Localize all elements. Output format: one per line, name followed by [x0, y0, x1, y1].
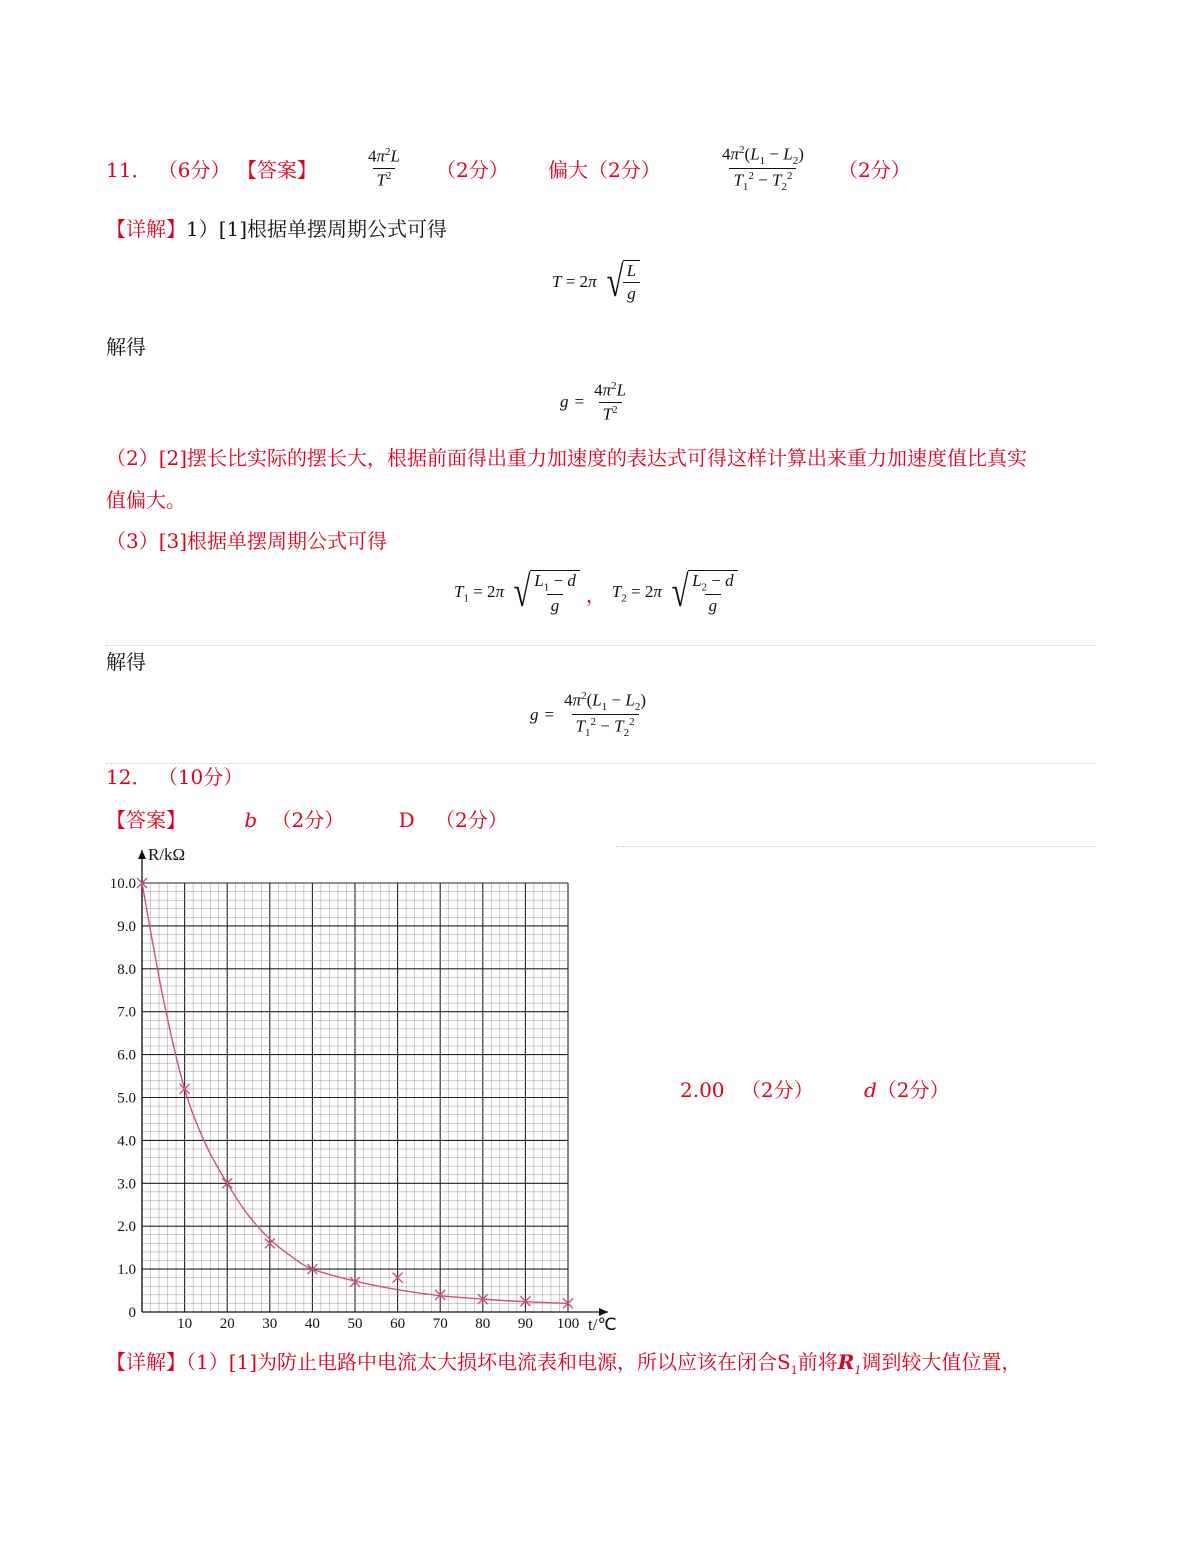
q12-answer-d: D	[398, 808, 415, 832]
formula-comma: ，	[585, 584, 606, 607]
q11-part1-score: （2分）	[436, 158, 509, 182]
q11-part2-answer: 偏大（2分）	[548, 158, 661, 182]
x-tick-label: 10	[177, 1316, 193, 1332]
q11-number: 11．	[106, 158, 152, 182]
chart-ticks	[110, 876, 580, 1332]
x-axis-label: t/℃	[588, 1315, 617, 1334]
q12-detail-tag: 【详解】	[106, 1350, 186, 1374]
q12-answer-d-score: （2分）	[435, 808, 508, 832]
q12-detail-1-text: （1）[1]为防止电路中电流太大损坏电流表和电源，所以应该在闭合S	[186, 1350, 791, 1374]
y-tick-label: 8.0	[117, 961, 136, 978]
q11-answer-formula-1: $\frac{4\pi^2L}{T^2}$	[368, 146, 400, 190]
q12-answer-last-score: （2分）	[876, 1078, 950, 1102]
q12-detail-1-end: 调到较大值位置，	[861, 1350, 1022, 1374]
q12-header	[106, 763, 243, 791]
q11-detail-1-text: 1）[1]根据单摆周期公式可得	[186, 217, 448, 241]
x-tick-label: 80	[475, 1316, 491, 1332]
y-tick-label: 5.0	[117, 1090, 136, 1107]
x-tick-label: 100	[556, 1316, 580, 1332]
formula-g-1: g = $\frac{4\pi^2L}{T^2}$	[560, 380, 627, 424]
q12-detail-1-r: R	[837, 1350, 855, 1374]
y-tick-label: 3.0	[117, 1176, 136, 1193]
q11-detail-3: （3）[3]根据单摆周期公式可得	[106, 529, 388, 553]
q12-answer-value: 2.00	[680, 1078, 725, 1102]
x-tick-label: 50	[347, 1316, 363, 1332]
x-tick-label: 90	[517, 1316, 533, 1332]
resistance-temperature-chart	[96, 842, 626, 1342]
y-tick-label: 7.0	[117, 1004, 136, 1021]
q11-detail-2: （2）[2]摆长比实际的摆长大，根据前面得出重力加速度的表达式可得这样计算出来重力加速度值比真实	[106, 446, 1028, 470]
y-tick-label: 1.0	[117, 1262, 136, 1279]
chart-axes	[138, 850, 608, 1316]
q11-score: （6分）	[157, 158, 231, 182]
divider	[106, 645, 1096, 646]
q12-answer-last: d	[863, 1078, 877, 1102]
formula-g-2: g = $\frac{4\pi^2(L_1 - L_2)}{T_1^2 - T_2^2}$	[530, 690, 646, 740]
y-tick-label: 4.0	[117, 1133, 136, 1150]
y-tick-label: 6.0	[117, 1047, 136, 1064]
q12-answer-value-score: （2分）	[740, 1078, 814, 1102]
chart-grid	[142, 883, 568, 1312]
q12-answer-line-2	[680, 1076, 950, 1104]
y-tick-label: 0	[128, 1305, 136, 1321]
q12-score: （10分）	[157, 765, 244, 789]
y-axis-arrow	[138, 850, 146, 859]
x-tick-label: 70	[432, 1316, 448, 1332]
q12-detail-1	[106, 1348, 1021, 1385]
divider	[616, 846, 1096, 847]
y-tick-label: 2.0	[117, 1219, 136, 1236]
x-tick-label: 30	[262, 1316, 278, 1332]
q11-detail-1	[106, 215, 447, 243]
q11-detail-tag: 【详解】	[106, 217, 186, 241]
q12-answer-tag: 【答案】	[106, 808, 186, 832]
divider	[106, 763, 1096, 764]
q12-detail-1-rsub: 1	[854, 1364, 862, 1377]
y-axis-label: R/kΩ	[148, 845, 186, 864]
q12-answer-b-score: （2分）	[271, 808, 345, 832]
x-tick-label: 40	[304, 1316, 320, 1332]
q11-solve-2: 解得	[106, 650, 146, 674]
q12-number: 12．	[106, 765, 152, 789]
q11-detail-2b: 值偏大。	[106, 488, 186, 512]
q11-part3-score: （2分）	[838, 158, 911, 182]
formula-period: T = 2π √ $\frac{L}{g}$	[552, 260, 640, 304]
q11-answer-formula-3: $\frac{4\pi^2(L_1 - L_2)}{T_1^2 - T_2^2}$	[722, 144, 804, 194]
q11-solve-1: 解得	[106, 335, 146, 359]
q11-answer-tag: 【答案】	[236, 158, 317, 182]
x-tick-label: 60	[390, 1316, 406, 1332]
y-tick-label: 10.0	[109, 876, 136, 892]
formula-t1-t2: $T_1 = 2\pi$ √ $\frac{L_1 - d}{g}$ ， $T_2 = 2\pi$ √ $\frac{L_2 - d}{g}$	[454, 570, 738, 616]
q11-header	[106, 156, 317, 184]
q12-answer-b: b	[244, 808, 258, 832]
q12-answer-line	[106, 806, 508, 834]
q12-detail-1-sub: 1	[790, 1364, 798, 1377]
x-tick-label: 20	[219, 1316, 235, 1332]
y-tick-label: 9.0	[117, 918, 136, 935]
q12-detail-1-mid: 前将	[797, 1350, 838, 1374]
